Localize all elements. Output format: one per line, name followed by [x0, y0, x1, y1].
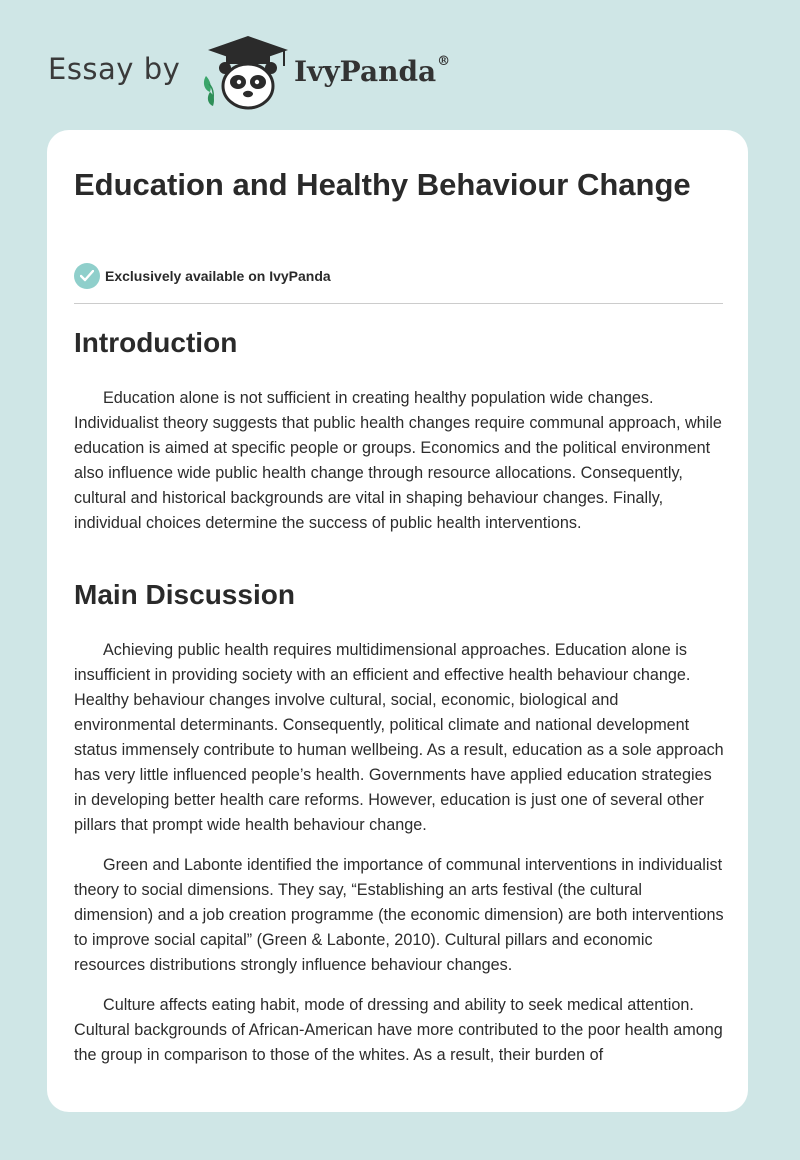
- divider: [74, 303, 723, 304]
- paragraph: Achieving public health requires multidimensional approaches. Education alone is insufficient in providing society with an efficient and effective health behaviour change. Healthy behaviour changes involve cultural, social, economic, biological and environmental determinants. Consequently, political climate and national development status immensely contribute to human wellbeing. As a result, education as a sole approach has very little influenced people’s health. Governments have applied education strategies in developing better health care reforms. However, education is just one of several other pillars that prompt wide health behaviour change.: [74, 641, 724, 834]
- paragraph: Culture affects eating habit, mode of dressing and ability to seek medical attention. Cultural backgrounds of African-American have more contributed to the poor health among the group in comparison to those of the whites. As a result, their burden of: [74, 996, 723, 1064]
- panda-logo-icon[interactable]: [200, 34, 290, 110]
- badge-label: Exclusively available on IvyPanda: [105, 268, 331, 284]
- brand-name[interactable]: IvyPanda®: [294, 54, 451, 88]
- section-heading: Main Discussion: [74, 579, 295, 610]
- section-heading: Introduction: [74, 327, 238, 358]
- site-header: [48, 34, 548, 110]
- essay-by-label: Essay by: [48, 52, 181, 86]
- paragraph: Green and Labonte identified the importance of communal interventions in individualist theory to social dimensions. They say, “Establishing an arts festival (the cultural dimension) and a job creation programme (the economic dimension) are both interventions to improve social capital” (Green & Labonte, 2010). Cultural pillars and economic resources distributions strongly influence behaviour changes.: [74, 856, 724, 974]
- article-card: [47, 130, 748, 1112]
- check-circle-icon: [74, 263, 100, 289]
- paragraph: Education alone is not sufficient in creating healthy population wide changes. Individualist theory suggests that public health changes require communal approach, while education is aimed at specific people or groups. Economics and the political environment also influence wide public health change through resource allocations. Consequently, cultural and historical backgrounds are vital in shaping behaviour changes. Finally, individual choices determine the success of public health interventions.: [74, 389, 722, 532]
- page-title: Education and Healthy Behaviour Change: [74, 167, 691, 202]
